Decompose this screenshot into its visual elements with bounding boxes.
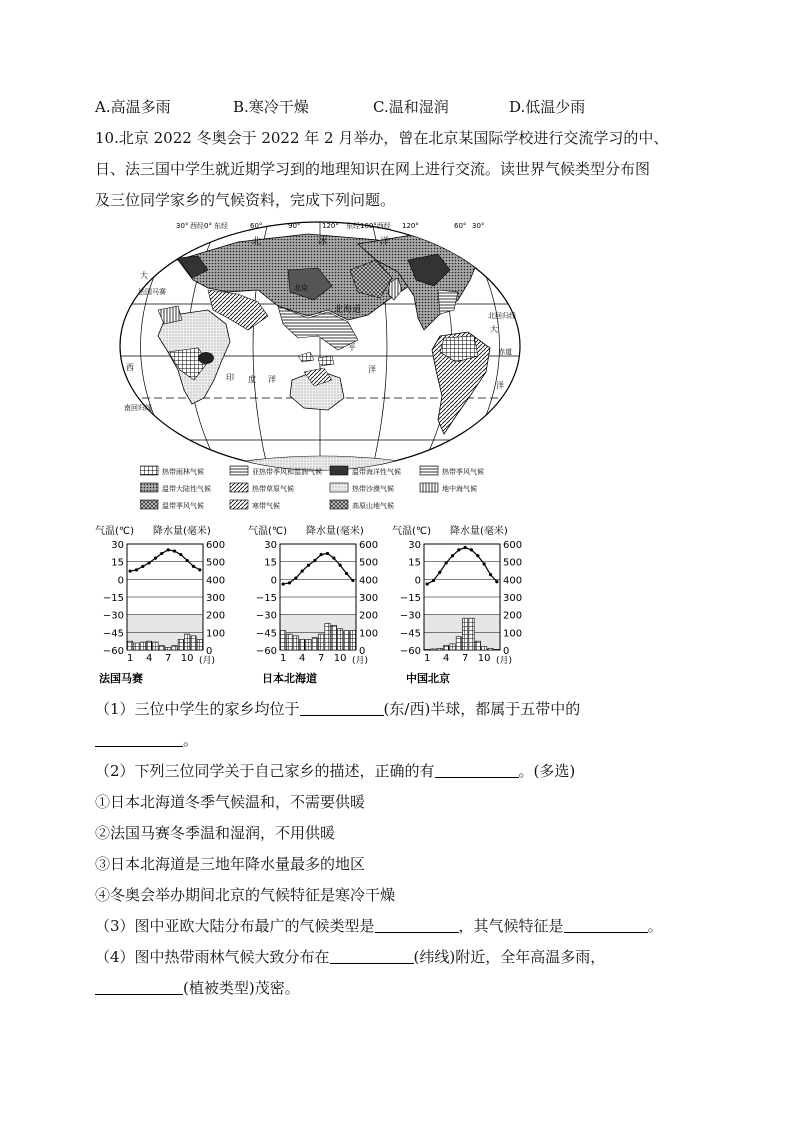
precip-tick-label: 100 bbox=[359, 628, 379, 640]
map-place-label: 洋 bbox=[368, 365, 376, 374]
sub3-text-b: ，其气候特征是 bbox=[458, 917, 564, 935]
temp-point bbox=[426, 582, 429, 585]
sub4-text-a: （4）图中热带雨林气候大致分布在 bbox=[95, 948, 330, 966]
temp-point bbox=[135, 568, 138, 571]
sub3-text-a: （3）图中亚欧大陆分布最广的气候类型是 bbox=[95, 917, 375, 935]
map-equator-label: 赤道 bbox=[498, 348, 512, 356]
precip-tick-label: 400 bbox=[206, 575, 226, 587]
precip-bar bbox=[482, 646, 487, 650]
legend-label: 温带海洋性气候 bbox=[352, 468, 401, 476]
temp-point bbox=[198, 568, 201, 571]
temp-point bbox=[483, 562, 486, 565]
temp-point bbox=[129, 569, 132, 572]
sub-question-4 bbox=[95, 946, 605, 968]
temp-tick-label: −30 bbox=[255, 610, 277, 622]
month-tick-label: 7 bbox=[164, 653, 172, 664]
temp-tick-label: 15 bbox=[408, 557, 421, 569]
temp-point bbox=[294, 577, 297, 580]
option-d: D.低温少雨 bbox=[509, 98, 586, 116]
sub2-text-a: （2）下列三位同学关于自己家乡的描述，正确的有 bbox=[95, 762, 435, 780]
temp-line bbox=[130, 550, 200, 571]
precip-bar bbox=[312, 638, 317, 650]
climate-chart-beijing bbox=[392, 522, 532, 692]
map-tropic-cancer-label: 北回归线 bbox=[488, 312, 516, 320]
question-stem-line1: 10.北京 2022 冬奥会于 2022 年 2 月举办，曾在北京某国际学校进行交流学习的中、 bbox=[95, 129, 669, 147]
map-place-label-hokkaido: 北海道 bbox=[334, 305, 362, 315]
sub1-text-a: （1）三位中学生的家乡均位于 bbox=[95, 700, 300, 718]
climate-chart-hokkaido-svg bbox=[248, 522, 388, 692]
climate-chart-marseille-svg bbox=[95, 522, 235, 692]
legend-label: 高原山地气候 bbox=[352, 502, 394, 510]
chart-title: 中国北京 bbox=[406, 672, 450, 685]
precip-bar bbox=[172, 646, 177, 650]
precip-bar bbox=[494, 649, 499, 650]
legend-label: 寒带气候 bbox=[252, 502, 280, 510]
temp-point bbox=[307, 564, 310, 567]
legend-label: 热带季风气候 bbox=[442, 468, 484, 476]
precip-tick-label: 200 bbox=[206, 610, 226, 622]
map-lon-label: 30° bbox=[472, 222, 485, 230]
precip-tick-label: 600 bbox=[206, 540, 226, 551]
legend-label: 热带草原气候 bbox=[252, 485, 294, 493]
map-place-label: 洋 bbox=[496, 381, 504, 390]
map-lon-label: 30° bbox=[176, 222, 189, 230]
temp-tick-label: 0 bbox=[270, 575, 277, 587]
map-lon-label: 东经 bbox=[214, 222, 228, 230]
precip-bar bbox=[350, 631, 355, 650]
temp-point bbox=[332, 557, 335, 560]
map-place-label: 印 bbox=[226, 373, 234, 382]
precip-bar bbox=[128, 641, 133, 650]
question-stem-line3: 及三位同学家乡的气候资料，完成下列问题。 bbox=[95, 191, 396, 209]
temp-axis-label: 气温(℃) bbox=[248, 526, 288, 537]
map-place-label: 洋 bbox=[268, 375, 276, 384]
statement-1: ①日本北海道冬季气候温和，不需要供暖 bbox=[95, 793, 366, 811]
sub4-text-b: (纬线)附近，全年高温多雨， bbox=[413, 948, 606, 966]
map-place-label: 北 bbox=[252, 237, 262, 247]
temp-point bbox=[313, 559, 316, 562]
legend-label: 热带雨林气候 bbox=[162, 468, 204, 476]
precip-bar bbox=[325, 624, 330, 651]
temp-tick-label: −60 bbox=[399, 646, 421, 657]
month-tick-label: 4 bbox=[145, 653, 153, 664]
precip-bar bbox=[456, 637, 461, 650]
question-stem-line2: 日、法三国中学生就近期学习到的地理知识在网上进行交流。读世界气候类型分布图 bbox=[95, 160, 651, 178]
precip-axis-label: 降水量(毫米) bbox=[306, 526, 364, 537]
precip-tick-label: 300 bbox=[206, 593, 226, 604]
map-place-label: 大 bbox=[490, 325, 498, 334]
precip-tick-label: 600 bbox=[359, 540, 379, 551]
temp-tick-label: 0 bbox=[117, 575, 124, 587]
legend-swatch bbox=[330, 483, 348, 492]
precip-bar bbox=[331, 625, 336, 650]
precip-tick-label: 300 bbox=[359, 593, 379, 604]
precip-bar bbox=[147, 641, 152, 650]
temp-tick-label: −15 bbox=[399, 593, 421, 604]
temp-point bbox=[476, 554, 479, 557]
temp-tick-label: −45 bbox=[399, 628, 421, 640]
climate-chart-marseille bbox=[95, 522, 235, 692]
precip-bar bbox=[293, 636, 298, 650]
climate-chart-beijing-svg bbox=[392, 522, 532, 692]
temp-tick-label: −45 bbox=[102, 628, 124, 640]
legend-swatch bbox=[140, 466, 158, 475]
precip-bar bbox=[140, 642, 145, 650]
temp-line bbox=[427, 548, 497, 585]
sub-question-1 bbox=[95, 698, 580, 720]
month-tick-label: 4 bbox=[298, 653, 306, 664]
precip-bar bbox=[344, 631, 349, 650]
temp-point bbox=[470, 548, 473, 551]
map-place-label-beijing: 北京 bbox=[294, 284, 308, 292]
precip-bar bbox=[287, 634, 292, 650]
answer-blank-latitude[interactable] bbox=[330, 948, 414, 964]
map-place-label: 大 bbox=[140, 271, 148, 280]
temp-point bbox=[339, 564, 342, 567]
legend-swatch bbox=[330, 466, 348, 475]
precip-tick-label: 400 bbox=[503, 575, 523, 587]
temp-point bbox=[464, 546, 467, 549]
precip-tick-label: 200 bbox=[503, 610, 523, 622]
temp-point bbox=[438, 571, 441, 574]
temp-point bbox=[495, 580, 498, 583]
temp-point bbox=[160, 552, 163, 555]
precip-bar bbox=[319, 634, 324, 650]
temp-point bbox=[451, 554, 454, 557]
map-lon-label: 120° bbox=[402, 222, 419, 230]
precip-bar bbox=[306, 639, 311, 650]
precip-tick-label: 500 bbox=[503, 557, 523, 569]
legend-label: 亚热带季风和湿润气候 bbox=[252, 468, 322, 476]
option-a: A.高温多雨 bbox=[95, 98, 171, 116]
month-tick-label: 7 bbox=[317, 653, 325, 664]
temp-point bbox=[326, 552, 329, 555]
precip-tick-label: 300 bbox=[503, 593, 523, 604]
climate-chart-hokkaido bbox=[248, 522, 388, 692]
map-lon-label: 60° bbox=[454, 222, 467, 230]
temp-point bbox=[301, 569, 304, 572]
legend-swatch bbox=[230, 500, 248, 509]
precip-tick-label: 0 bbox=[206, 646, 213, 657]
precip-tick-label: 100 bbox=[206, 628, 226, 640]
temp-tick-label: −15 bbox=[255, 593, 277, 604]
map-place-label: 度 bbox=[248, 375, 256, 384]
legend-label: 温带大陆性气候 bbox=[162, 485, 211, 493]
legend-label: 地中海气候 bbox=[442, 485, 477, 493]
temp-point bbox=[288, 581, 291, 584]
sub-question-4-cont bbox=[95, 977, 300, 999]
month-tick-label: 10 bbox=[477, 653, 491, 664]
precip-bar bbox=[134, 643, 139, 650]
precip-bar bbox=[431, 649, 436, 650]
month-unit-label: (月) bbox=[352, 656, 369, 666]
precip-bar bbox=[338, 629, 343, 650]
map-place-label: 洋 bbox=[380, 237, 390, 247]
chart-title: 法国马赛 bbox=[99, 672, 143, 685]
temp-point bbox=[148, 561, 151, 564]
map-place-label: 冰 bbox=[318, 237, 328, 247]
precip-bar bbox=[425, 649, 430, 650]
month-tick-label: 7 bbox=[461, 653, 469, 664]
precip-bar bbox=[185, 634, 190, 650]
temp-tick-label: −60 bbox=[255, 646, 277, 657]
temp-axis-label: 气温(℃) bbox=[95, 526, 135, 537]
temp-point bbox=[141, 565, 144, 568]
precip-axis-label: 降水量(毫米) bbox=[153, 526, 211, 537]
map-lon-label: 西经0° bbox=[190, 222, 212, 230]
map-place-label: 西 bbox=[126, 363, 134, 372]
temp-tick-label: −30 bbox=[102, 610, 124, 622]
answer-blank-multiselect[interactable] bbox=[435, 762, 519, 778]
option-b: B.寒冷干燥 bbox=[233, 98, 309, 116]
precip-bar bbox=[300, 639, 305, 650]
statement-4: ④冬奥会举办期间北京的气候特征是寒冷干燥 bbox=[95, 886, 396, 904]
month-tick-label: 4 bbox=[442, 653, 450, 664]
precip-tick-label: 100 bbox=[503, 628, 523, 640]
month-tick-label: 1 bbox=[423, 653, 431, 664]
temp-point bbox=[186, 559, 189, 562]
precip-bar bbox=[166, 647, 171, 650]
map-place-label: 平 bbox=[348, 343, 356, 352]
map-lon-label: 120° bbox=[322, 222, 339, 230]
temp-tick-label: −60 bbox=[102, 646, 124, 657]
map-lon-label: 东经180°西经 bbox=[346, 222, 391, 230]
temp-point bbox=[320, 553, 323, 556]
precip-bar bbox=[281, 631, 286, 650]
sub1-text-b: (东/西)半球，都属于五带中的 bbox=[383, 700, 581, 718]
legend-label: 热带沙漠气候 bbox=[352, 485, 394, 493]
precip-tick-label: 500 bbox=[359, 557, 379, 569]
precip-bar bbox=[437, 648, 442, 650]
map-tropic-capricorn-label: 南回归线 bbox=[124, 404, 152, 412]
temp-tick-label: 30 bbox=[111, 540, 124, 551]
precip-bar bbox=[197, 639, 202, 650]
month-tick-label: 1 bbox=[126, 653, 134, 664]
temp-point bbox=[445, 561, 448, 564]
precip-tick-label: 400 bbox=[359, 575, 379, 587]
temp-point bbox=[345, 572, 348, 575]
legend-swatch bbox=[140, 500, 158, 509]
temp-tick-label: −45 bbox=[255, 628, 277, 640]
temp-point bbox=[282, 582, 285, 585]
statement-3: ③日本北海道是三地年降水量最多的地区 bbox=[95, 855, 366, 873]
precip-axis-label: 降水量(毫米) bbox=[450, 526, 508, 537]
month-tick-label: 1 bbox=[279, 653, 287, 664]
legend-label: 温带季风气候 bbox=[162, 502, 204, 510]
temp-point bbox=[167, 548, 170, 551]
precip-bar bbox=[153, 642, 158, 650]
map-lon-label: 60° bbox=[250, 222, 263, 230]
answer-blank-vegetation[interactable] bbox=[95, 979, 183, 995]
legend-swatch bbox=[140, 483, 158, 492]
temp-point bbox=[179, 553, 182, 556]
precip-bar bbox=[475, 641, 480, 650]
answer-blank-hemisphere[interactable] bbox=[300, 700, 384, 716]
sub-question-3 bbox=[95, 915, 663, 937]
precip-tick-label: 200 bbox=[359, 610, 379, 622]
legend-swatch bbox=[230, 483, 248, 492]
temp-point bbox=[489, 573, 492, 576]
precip-bar bbox=[159, 646, 164, 650]
temp-tick-label: −15 bbox=[102, 593, 124, 604]
sub-question-2 bbox=[95, 760, 575, 782]
sub4-text-c: (植被类型)茂密。 bbox=[183, 979, 300, 997]
temp-point bbox=[192, 565, 195, 568]
sub2-text-b: 。(多选) bbox=[518, 762, 576, 780]
temp-tick-label: 15 bbox=[111, 557, 124, 569]
answer-blank-climate-feature[interactable] bbox=[564, 917, 648, 933]
legend-swatch bbox=[420, 483, 438, 492]
month-tick-label: 10 bbox=[333, 653, 347, 664]
map-place-label-marseille: 法国马赛 bbox=[138, 288, 166, 296]
precip-bar bbox=[488, 648, 493, 650]
temp-tick-label: 30 bbox=[264, 540, 277, 551]
temp-point bbox=[173, 549, 176, 552]
temp-point bbox=[154, 557, 157, 560]
temp-point bbox=[457, 548, 460, 551]
answer-blank-zone[interactable] bbox=[95, 731, 183, 747]
sub1-text-end: 。 bbox=[183, 731, 199, 749]
temp-tick-label: 30 bbox=[408, 540, 421, 551]
statement-2: ②法国马赛冬季温和湿润，不用供暖 bbox=[95, 824, 336, 842]
option-c: C.温和湿润 bbox=[373, 98, 449, 116]
precip-bar bbox=[463, 618, 468, 650]
legend-swatch bbox=[230, 466, 248, 475]
answer-blank-climate-type[interactable] bbox=[375, 917, 459, 933]
precip-bar bbox=[191, 636, 196, 650]
map-legend bbox=[140, 462, 560, 522]
precip-tick-label: 500 bbox=[206, 557, 226, 569]
legend-swatch bbox=[420, 466, 438, 475]
temp-tick-label: 0 bbox=[414, 575, 421, 587]
precip-bar bbox=[469, 618, 474, 650]
temp-tick-label: −30 bbox=[399, 610, 421, 622]
legend-swatch bbox=[330, 500, 348, 509]
sub-question-1-cont bbox=[95, 729, 198, 751]
month-tick-label: 10 bbox=[180, 653, 194, 664]
precip-bar bbox=[444, 646, 449, 650]
sub3-text-end: 。 bbox=[647, 917, 663, 935]
temp-axis-label: 气温(℃) bbox=[392, 526, 432, 537]
precip-tick-label: 600 bbox=[503, 540, 523, 551]
temp-tick-label: 15 bbox=[264, 557, 277, 569]
precip-tick-label: 0 bbox=[359, 646, 366, 657]
precip-tick-label: 0 bbox=[503, 646, 510, 657]
precip-bar bbox=[450, 644, 455, 650]
precip-bar bbox=[178, 639, 183, 650]
month-unit-label: (月) bbox=[496, 656, 513, 666]
chart-title: 日本北海道 bbox=[262, 672, 317, 685]
month-unit-label: (月) bbox=[199, 656, 216, 666]
temp-point bbox=[432, 579, 435, 582]
temp-point bbox=[351, 579, 354, 582]
map-lon-label: 90° bbox=[288, 222, 301, 230]
